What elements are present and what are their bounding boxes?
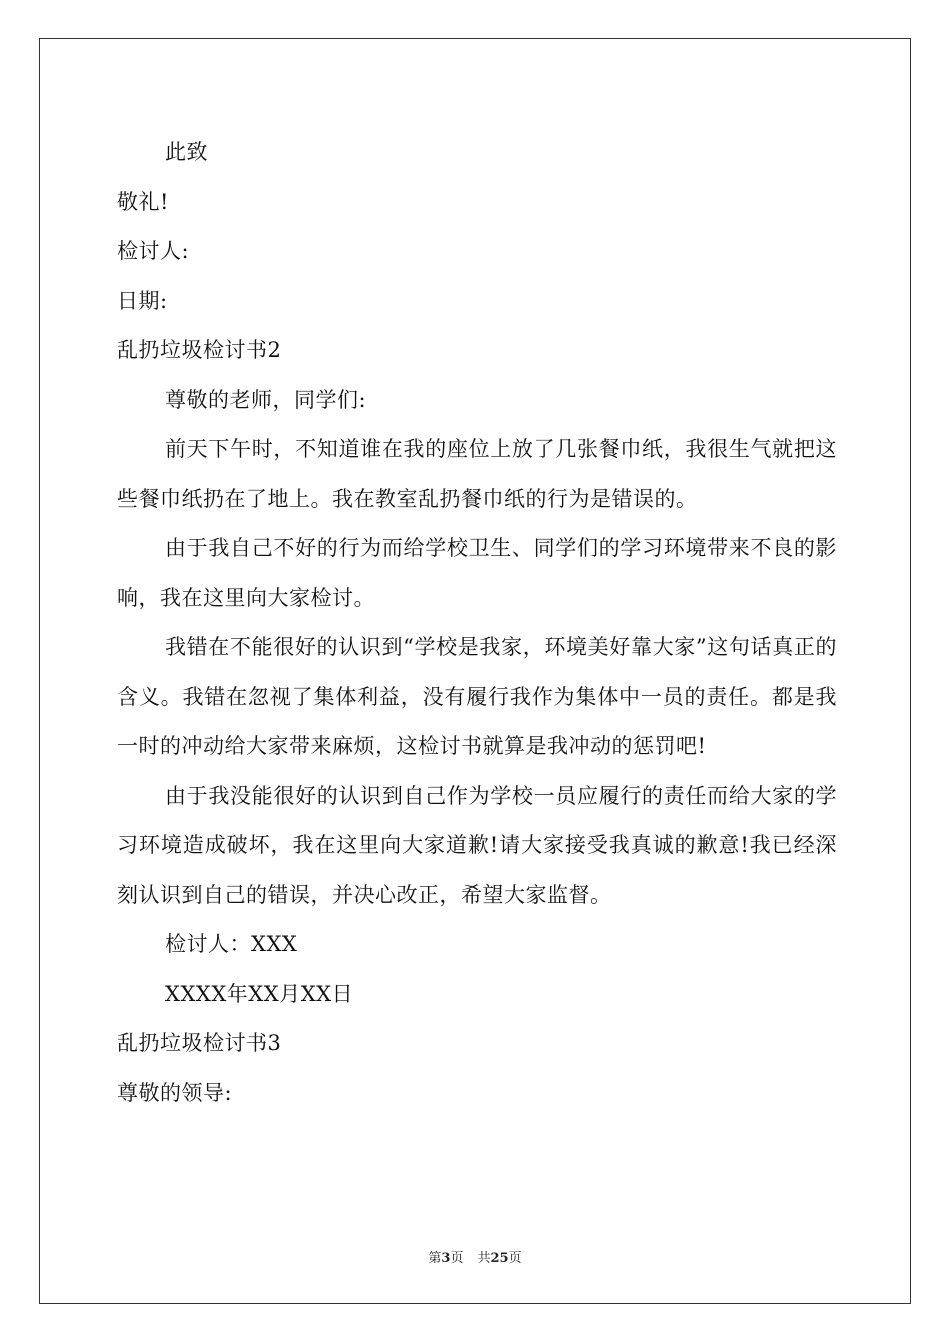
section-title: 乱扔垃圾检讨书3 bbox=[117, 1031, 282, 1055]
section-title: 乱扔垃圾检讨书2 bbox=[117, 338, 282, 362]
signer: 检讨人：XXX bbox=[165, 932, 298, 956]
total-prefix: 共 bbox=[477, 1251, 491, 1266]
page-suffix: 页 bbox=[450, 1251, 464, 1266]
page-prefix: 第 bbox=[428, 1251, 442, 1266]
greeting: 尊敬的老师，同学们: bbox=[165, 387, 367, 412]
paragraph: 由于我没能很好的认识到自己作为学校一员应履行的责任而给大家的学习环境造成破坏，我在这里向大家道歉!请大家接受我真诚的歉意!我已经深刻认识到自己的错误，并决心改正，希望大家监督。 bbox=[117, 783, 837, 907]
date: XXXX年XX月XX日 bbox=[165, 981, 354, 1006]
closing-respect: 敬礼! bbox=[117, 189, 169, 214]
greeting: 尊敬的领导: bbox=[117, 1080, 233, 1105]
date-label: 日期: bbox=[117, 288, 168, 313]
paragraph: 由于我自己不好的行为而给学校卫生、同学们的学习环境带来不良的影响，我在这里向大家检讨。 bbox=[117, 536, 837, 610]
paragraph: 我错在不能很好的认识到“学校是我家，环境美好靠大家”这句话真正的含义。我错在忽视了集体利益，没有履行我作为集体中一员的责任。都是我一时的冲动给大家带来麻烦，这检讨书就算是我冲动的惩罚吧! bbox=[117, 635, 837, 758]
closing-salutation: 此致 bbox=[165, 140, 208, 164]
current-page-number: 3 bbox=[441, 1251, 451, 1266]
total-suffix: 页 bbox=[508, 1251, 522, 1266]
paragraph: 前天下午时，不知道谁在我的座位上放了几张餐巾纸，我很生气就把这些餐巾纸扔在了地上。我在教室乱扔餐巾纸的行为是错误的。 bbox=[117, 437, 837, 511]
signer-label: 检讨人: bbox=[117, 239, 190, 263]
page-footer bbox=[0, 1247, 950, 1266]
total-pages-number: 25 bbox=[490, 1251, 509, 1266]
document-body bbox=[117, 128, 837, 1118]
